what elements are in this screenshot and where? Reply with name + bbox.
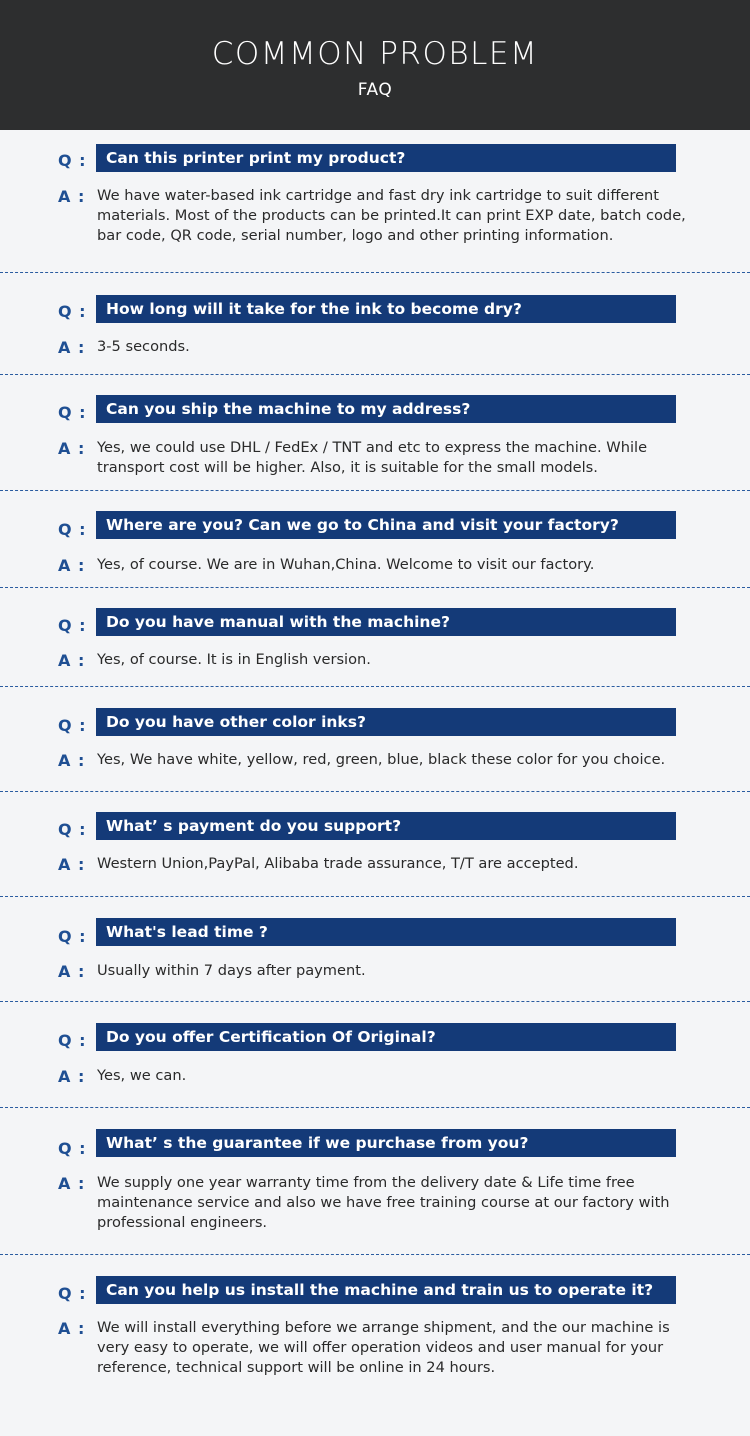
question-bar: Where are you? Can we go to China and visit your factory? [96,511,676,539]
answer-text: Yes, we can. [97,1067,187,1084]
answer-label: A : [58,1174,86,1193]
dashed-divider [0,1254,750,1255]
question-bar: Can you ship the machine to my address? [96,395,676,423]
question-bar: Do you have other color inks? [96,708,676,736]
dashed-divider [0,896,750,897]
answer-label: A : [58,187,86,206]
question-bar: Can you help us install the machine and train us to operate it? [96,1276,676,1304]
question-bar: How long will it take for the ink to become dry? [96,295,676,323]
answer-label: A : [58,439,86,458]
page-title: COMMON PROBLEM [211,36,539,72]
answer-text: Yes, of course. We are in Wuhan,China. Welcome to visit our factory. [97,556,595,572]
question-label: Q : [58,716,87,735]
answer-text: We have water-based ink cartridge and fast dry ink cartridge to suit different materials. Most of the products can be printed.It can print EXP date, batch code, bar code, QR code, serial number, logo and other printing information. [97,187,686,244]
question-bar: Do you have manual with the machine? [96,608,676,636]
answer-label: A : [58,556,86,575]
question-bar: What's lead time ? [96,918,676,946]
answer-text: Yes, of course. It is in English version. [97,651,371,668]
question-bar: What’ s the guarantee if we purchase from you? [96,1129,676,1157]
question-label: Q : [58,820,87,839]
question-label: Q : [58,403,87,422]
answer-text: 3-5 seconds. [97,338,190,355]
question-label: Q : [58,302,87,321]
answer-label: A : [58,338,86,357]
answer-text: Yes, we could use DHL / FedEx / TNT and etc to express the machine. While transport cost will be higher. Also, it is suitable for the small models. [97,439,648,476]
answer-text: We supply one year warranty time from the delivery date & Life time free maintenance service and also we have free training course at our factory with professional engineers. [97,1174,670,1231]
question-bar: Do you offer Certification Of Original? [96,1023,676,1051]
dashed-divider [0,374,750,375]
answer-label: A : [58,962,86,981]
question-label: Q : [58,520,87,539]
question-label: Q : [58,151,87,170]
dashed-divider [0,272,750,273]
question-label: Q : [58,1031,87,1050]
answer-text: Western Union,PayPal, Alibaba trade assurance, T/T are accepted. [97,855,579,872]
answer-label: A : [58,855,86,874]
answer-label: A : [58,751,86,770]
question-label: Q : [58,1284,87,1303]
dashed-divider [0,587,750,588]
page-subtitle: FAQ [357,80,393,100]
question-label: Q : [58,616,87,635]
question-bar: What’ s payment do you support? [96,812,676,840]
dashed-divider [0,791,750,792]
answer-text: We will install everything before we arrange shipment, and the our machine is very easy to operate, we will offer operation videos and user manual for your reference, technical support will be online in 24 hours. [97,1319,670,1376]
question-label: Q : [58,927,87,946]
dashed-divider [0,1107,750,1108]
dashed-divider [0,1001,750,1002]
answer-text: Usually within 7 days after payment. [97,962,366,979]
answer-text: Yes, We have white, yellow, red, green, blue, black these color for you choice. [97,751,666,768]
answer-label: A : [58,651,86,670]
question-label: Q : [58,1139,87,1158]
answer-label: A : [58,1067,86,1086]
faq-header [0,0,750,130]
question-bar: Can this printer print my product? [96,144,676,172]
dashed-divider [0,490,750,491]
dashed-divider [0,686,750,687]
answer-label: A : [58,1319,86,1338]
